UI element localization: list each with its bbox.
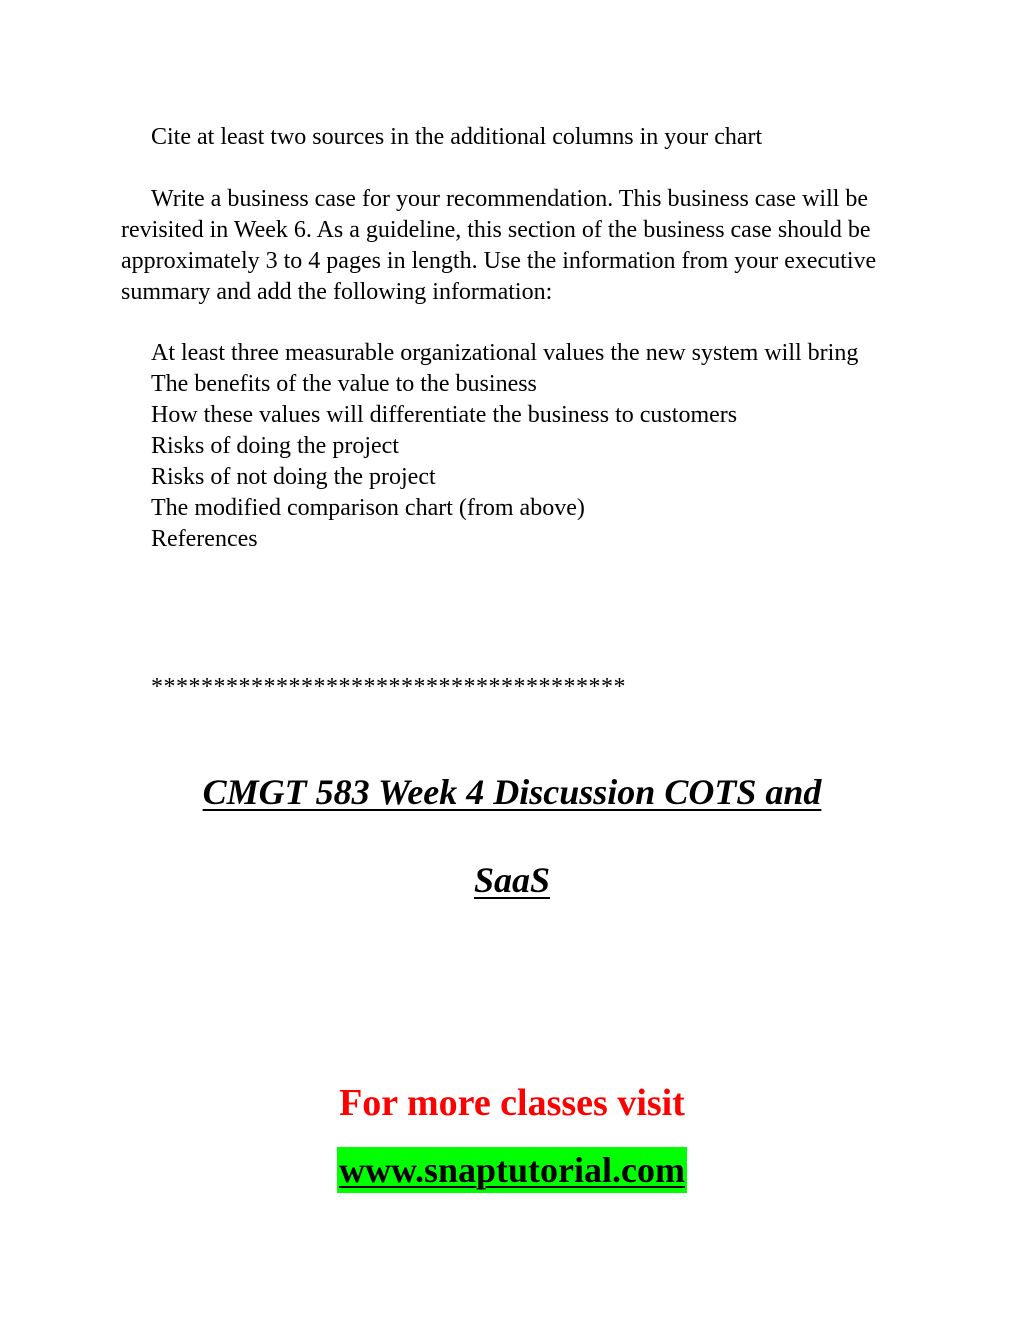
paragraph-business-case: Write a business case for your recommendation. This business case will be revisited in Week 6. As a guideline, this section of the business case should be approximately 3 to 4 pages in length. Use the information from your executive summary and add the following information:: [121, 186, 877, 305]
separator-stars: **************************************: [151, 674, 626, 700]
list-item: Risks of not doing the project: [151, 464, 436, 490]
list-item: At least three measurable organizational values the new system will bring: [151, 340, 859, 366]
section-heading-line-2: SaaS: [473, 860, 551, 900]
paragraph-cite-sources: Cite at least two sources in the additional columns in your chart: [151, 124, 763, 150]
section-heading-line-1: CMGT 583 Week 4 Discussion COTS and: [202, 772, 822, 812]
list-item: Risks of doing the project: [151, 433, 399, 459]
list-item: The benefits of the value to the business: [151, 371, 537, 397]
promo-text: For more classes visit: [339, 1082, 685, 1124]
promo-link-container: [0, 1147, 1024, 1193]
list-item: References: [151, 526, 258, 552]
list-item: How these values will differentiate the business to customers: [151, 402, 738, 428]
list-item: The modified comparison chart (from above): [151, 495, 585, 521]
snaptutorial-link[interactable]: www.snaptutorial.com: [337, 1147, 687, 1193]
requirements-list: [121, 338, 911, 555]
